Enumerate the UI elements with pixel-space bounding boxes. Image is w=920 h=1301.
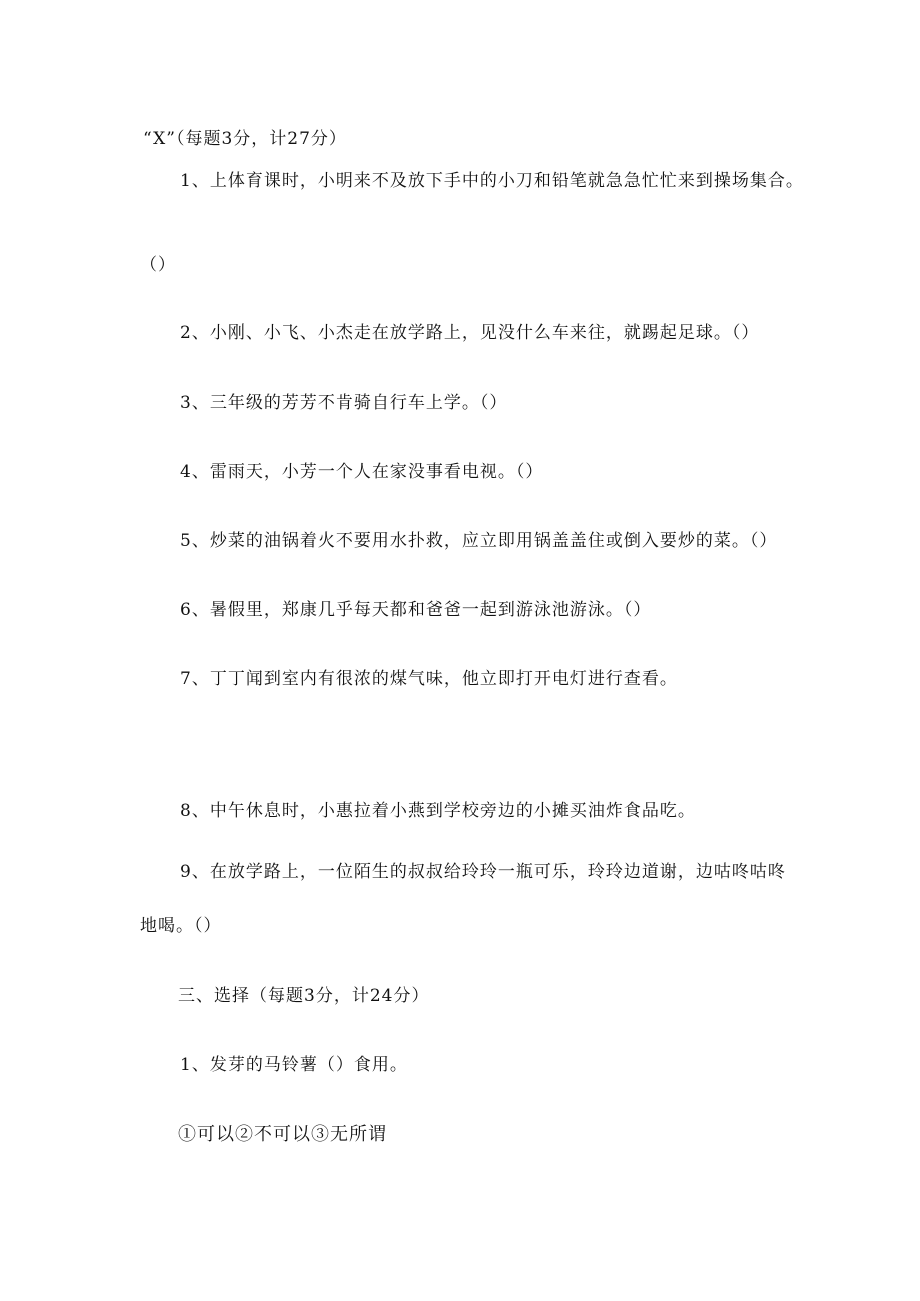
question-1-continuation: （） (140, 255, 176, 275)
choice-question-1-options: ①可以②不可以③无所谓 (178, 1124, 387, 1145)
section3-title: 三、选择（每题3分，计24分） (178, 986, 430, 1006)
question-5: 5、炒菜的油锅着火不要用水扑救，应立即用锅盖盖住或倒入要炒的菜。（） (180, 531, 778, 551)
choice-question-1: 1、发芽的马铃薯（）食用。 (180, 1055, 408, 1075)
question-9-continuation: 地喝。（） (140, 916, 222, 936)
question-1: 1、上体育课时，小明来不及放下手中的小刀和铅笔就急急忙忙来到操场集合。 (180, 171, 804, 191)
question-3: 3、三年级的芳芳不肯骑自行车上学。（） (180, 393, 508, 413)
question-9: 9、在放学路上，一位陌生的叔叔给玲玲一瓶可乐，玲玲边道谢，边咕咚咕咚 (180, 862, 786, 882)
section2-intro: “X”（每题3分，计27分） (143, 129, 347, 149)
question-8: 8、中午休息时，小惠拉着小燕到学校旁边的小摊买油炸食品吃。 (180, 801, 696, 821)
question-6: 6、暑假里，郑康几乎每天都和爸爸一起到游泳池游泳。（） (180, 600, 652, 620)
question-4: 4、雷雨天，小芳一个人在家没事看电视。（） (180, 462, 544, 482)
question-2: 2、小刚、小飞、小杰走在放学路上，见没什么车来往，就踢起足球。（） (180, 323, 760, 343)
question-7: 7、丁丁闻到室内有很浓的煤气味，他立即打开电灯进行查看。 (180, 669, 678, 689)
